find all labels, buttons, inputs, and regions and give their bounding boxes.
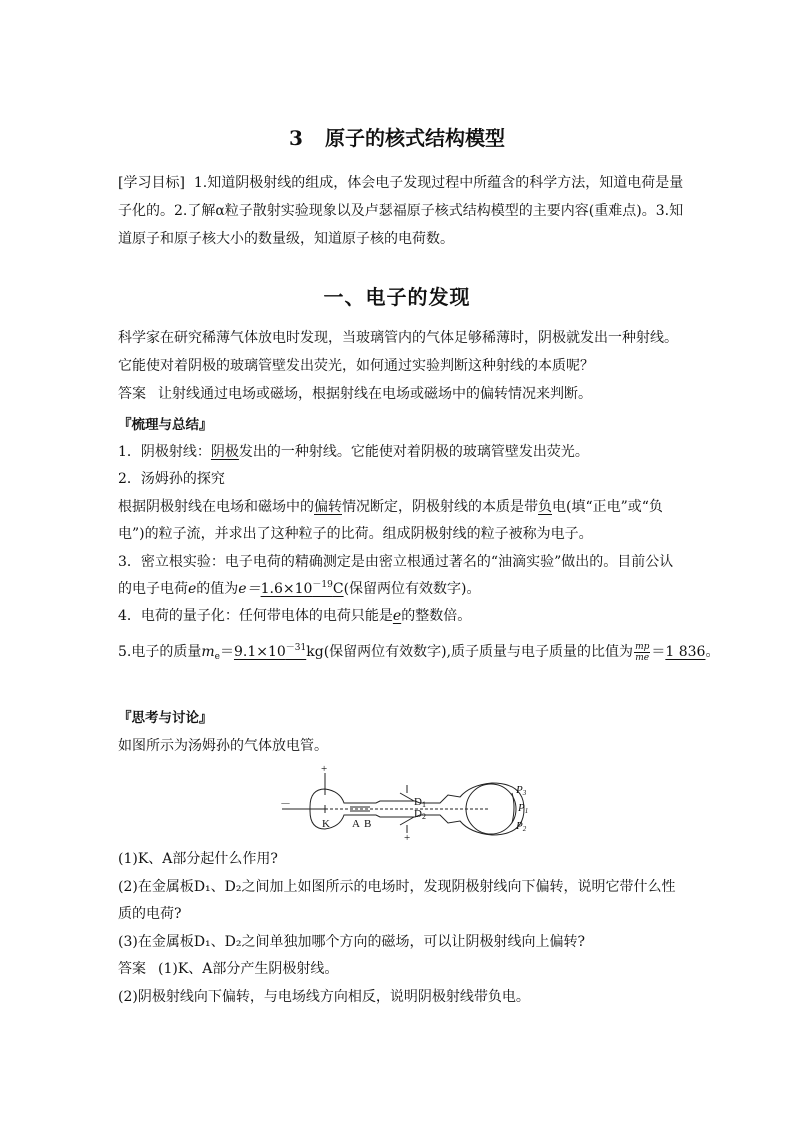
- fill-blank: 偏转: [314, 499, 342, 515]
- fill-blank: $1.6\times 10^{-19}C$: [260, 580, 344, 597]
- summary-item-5: 5.电子的质量$m_e=9.1\times 10^{-31}kg$(保留两位有效数字),质子质量与电子质量的比值为 $\frac{mp}{me}$ ＝1 836。: [118, 641, 720, 663]
- P2-label: P2: [516, 820, 527, 833]
- chapter-number: 3: [289, 126, 303, 150]
- summary-item-1: 1．阴极射线：阴极发出的一种射线。它能使对着阴极的玻璃管壁发出荧光。: [118, 444, 589, 460]
- discussion-intro: 如图所示为汤姆孙的气体放电管。: [118, 738, 328, 754]
- page-title: [0, 122, 794, 151]
- discussion-heading: 『思考与讨论』: [118, 710, 213, 726]
- objectives-label: [学习目标]: [118, 175, 185, 191]
- minus-label: －: [280, 798, 291, 810]
- K-label: K: [322, 818, 330, 830]
- answer-1: 答案 (1)K、A部分产生阴极射线。: [118, 961, 339, 977]
- fill-blank: 负: [538, 499, 552, 515]
- B-label: B: [364, 818, 372, 830]
- discharge-tube-diagram: [280, 765, 530, 845]
- P1-label: P1: [518, 802, 529, 815]
- question-1: (1)K、A部分起什么作用?: [118, 851, 278, 867]
- summary-item-3-line-1: 3．密立根实验：电子电荷的精确测定是由密立根通过著名的“油滴实验”做出的。目前公认: [118, 554, 674, 570]
- answer-label: 答案: [118, 386, 146, 402]
- fill-blank: e: [392, 608, 402, 624]
- P3-label: P3: [516, 784, 527, 797]
- plate-D1: [400, 793, 414, 801]
- mass-ratio-fraction: $\frac{mp}{me}$: [635, 641, 650, 663]
- fill-blank: $9.1\times 10^{-31}$: [233, 643, 307, 660]
- question-3: (3)在金属板D₁、D₂之间单独加哪个方向的磁场，可以让阴极射线向上偏转?: [118, 934, 586, 950]
- section-heading: 一、电子的发现: [323, 285, 471, 309]
- plus-top-label: +: [321, 765, 328, 775]
- fill-blank: 阴极: [210, 444, 239, 460]
- summary-item-2: 2．汤姆孙的探究: [118, 471, 225, 487]
- objectives-line-1: [学习目标] 1.知道阴极射线的组成，体会电子发现过程中所蕴含的科学方法，知道电荷是量: [118, 175, 684, 191]
- summary-item-3-line-2: 的电子电荷e的值为$e=1.6\times 10^{-19}C$(保留两位有效数字)。: [118, 580, 481, 597]
- summary-item-2-line-1: 根据阴极射线在电场和磁场中的偏转情况断定，阴极射线的本质是带负电(填“正电”或“负: [118, 499, 663, 515]
- objectives-line-2: 子化的。2.了解α粒子散射实验现象以及卢瑟福原子核式结构模型的主要内容(重难点)。3.知: [118, 203, 684, 219]
- summary-item-4: 4．电荷的量子化：任何带电体的电荷只能是e的整数倍。: [118, 608, 472, 624]
- intro-answer: 答案 让射线通过电场或磁场，根据射线在电场或磁场中的偏转情况来判断。: [118, 386, 592, 402]
- fill-blank: 1 836: [665, 644, 706, 660]
- summary-item-2-line-2: 电”)的粒子流，并求出了这种粒子的比荷。组成阴极射线的粒子被称为电子。: [118, 526, 593, 542]
- summary-heading: 『梳理与总结』: [118, 417, 213, 433]
- intro-line-1: 科学家在研究稀薄气体放电时发现，当玻璃管内的气体足够稀薄时，阴极就发出一种射线。: [118, 330, 678, 346]
- question-2-line-2: 质的电荷?: [118, 906, 182, 922]
- question-2-line-1: (2)在金属板D₁、D₂之间加上如图所示的电场时，发现阴极射线向下偏转，说明它带什么性: [118, 879, 676, 895]
- intro-line-2: 它能使对着阴极的玻璃管壁发出荧光，如何通过实验判断这种射线的本质呢？: [118, 358, 594, 374]
- D1-label: D1: [414, 796, 426, 809]
- plate-D2: [400, 817, 414, 825]
- bulb: [466, 784, 516, 834]
- objectives-line-3: 道原子和原子核大小的数量级，知道原子核的电荷数。: [118, 231, 454, 247]
- chapter-title: 原子的核式结构模型: [324, 126, 505, 150]
- answer-2: (2)阴极射线向下偏转，与电场线方向相反，说明阴极射线带负电。: [118, 989, 530, 1005]
- A-label: A: [352, 818, 360, 830]
- answer-label: 答案: [118, 961, 146, 977]
- plus-bottom-label: +: [404, 832, 411, 844]
- D2-label: D2: [414, 808, 426, 821]
